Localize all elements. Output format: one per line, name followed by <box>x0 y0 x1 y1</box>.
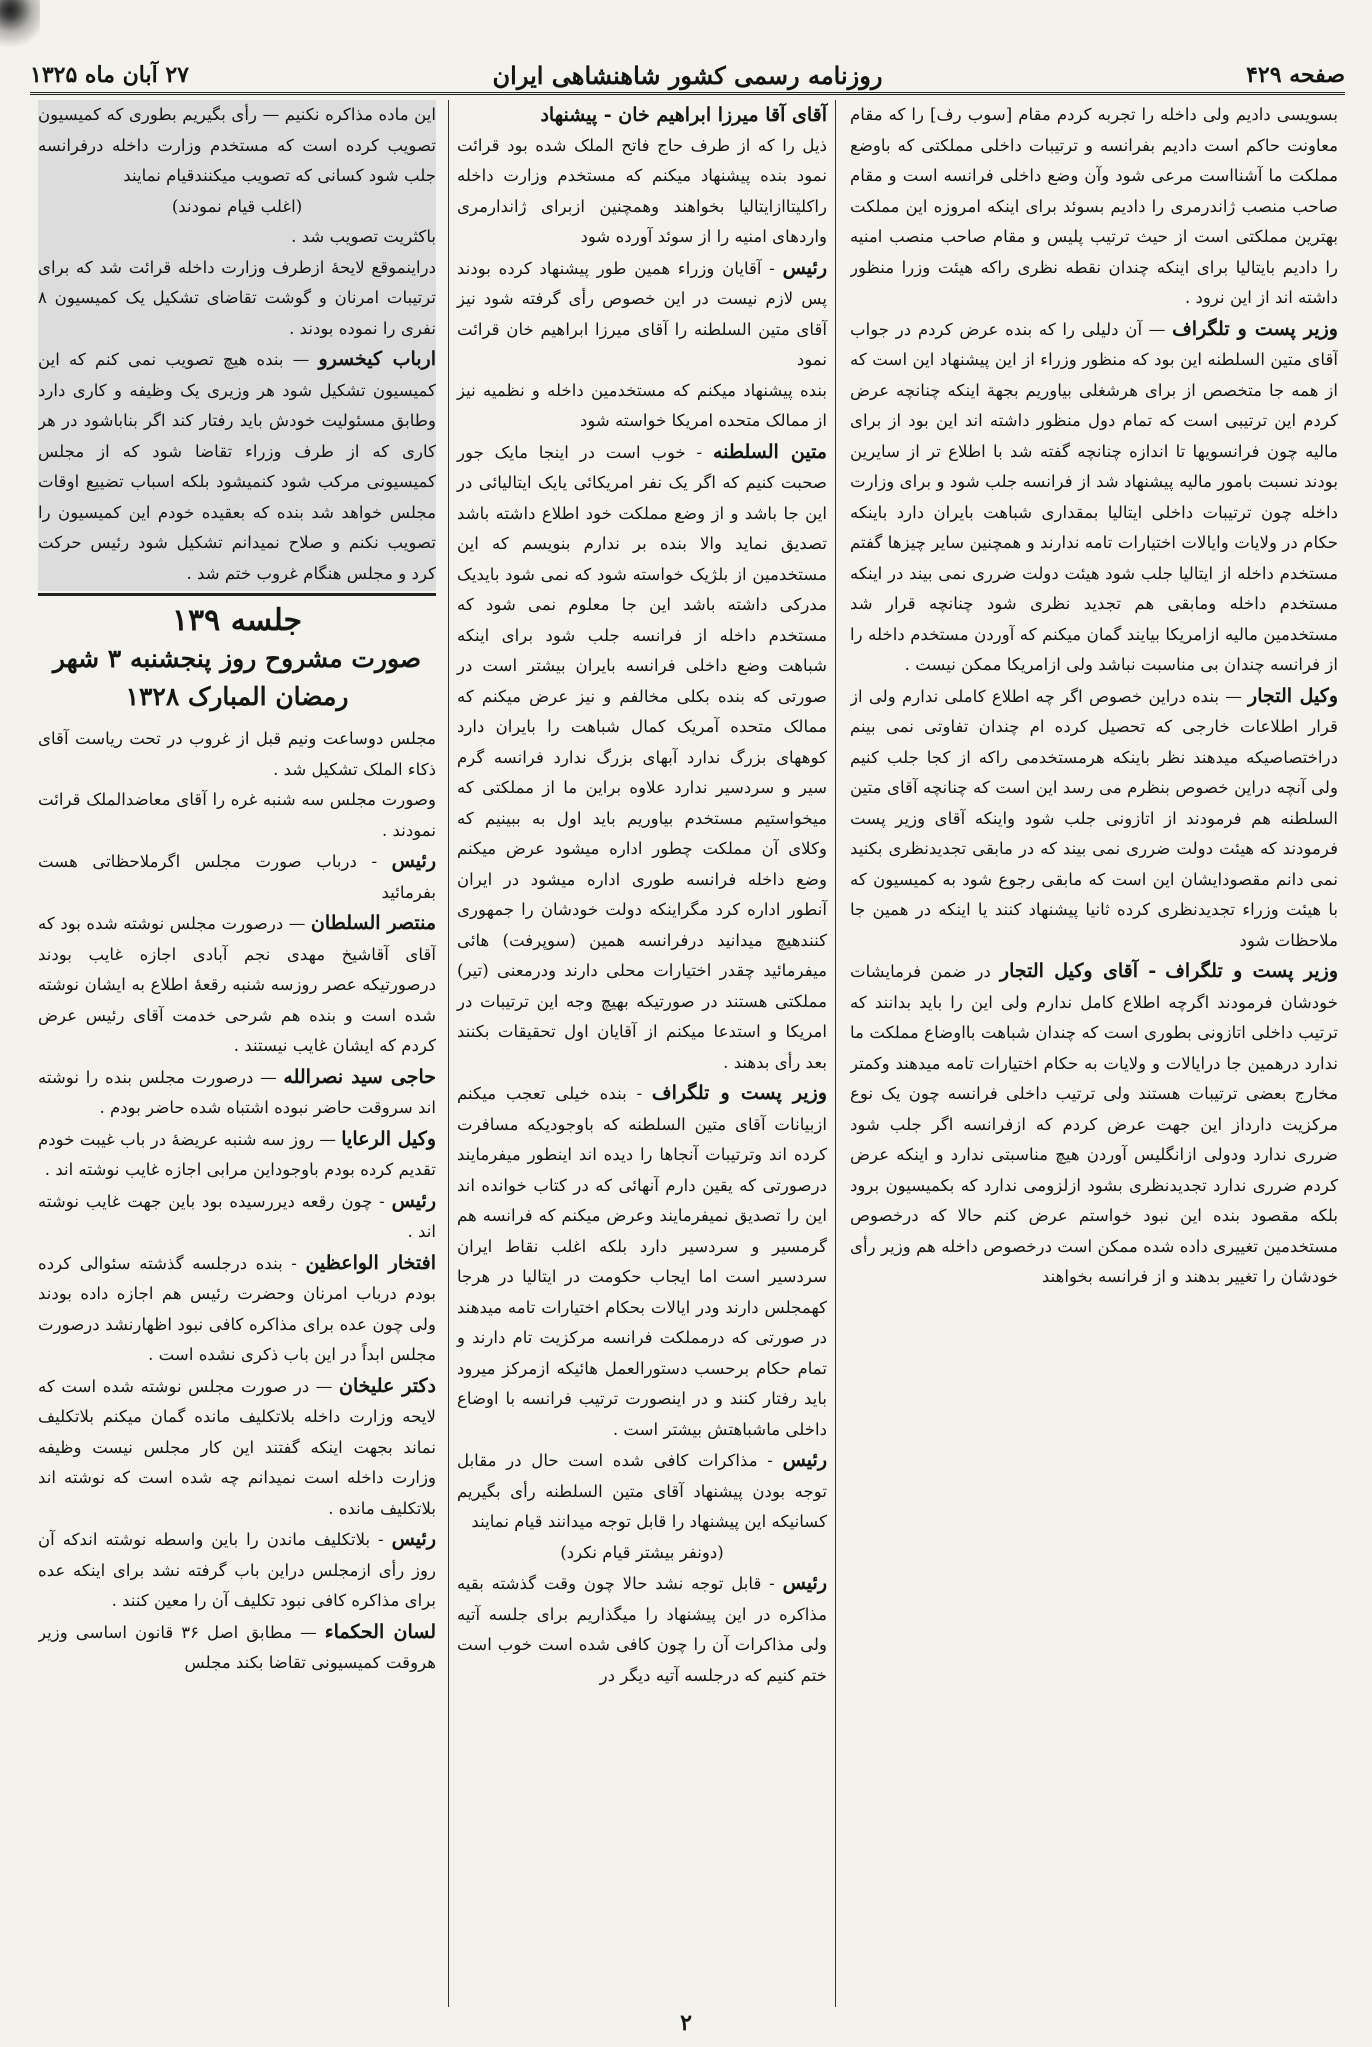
paragraph: این ماده مذاکره نکنیم — رأی بگیریم بطوری که کمیسیون تصویب کرده است که مستخدم وزارت داخله درفرانسه جلب شود کسانی که تصویب میکنندقیام نمایند <box>38 105 436 185</box>
speaker-name: رئیس <box>782 256 827 279</box>
masthead <box>30 58 1345 95</box>
speech <box>38 1186 436 1248</box>
speech-text: — درصورت مجلس بنده را نوشته اند سروقت حاضر نبوده اشتباه شده حاضر بودم . <box>38 1067 436 1117</box>
speech <box>38 1124 436 1186</box>
speech-text: - بلاتکلیف ماندن را باین واسطه نوشته اندکه آن روز رأی ازمجلس دراین باب گرفته نشد برای اینکه عده برای مذاکره کافی نبود تکلیف آن را معین کنند . <box>38 1530 436 1610</box>
speech <box>38 908 436 1062</box>
speech-text: — درصورت مجلس نوشته شده بود که آقای آقاشیخ مهدی نجم آبادی اجازه غایب بودند درصورتیکه عصر روزسه شنبه رقعهٔ اطلاع به ایشان نوشته شده است و بنده هم شرحی خدمت آقای رئیس عرض کردم که ایشان غایب نیستند . <box>38 914 436 1055</box>
speaker-name: وکیل التجار <box>1248 684 1338 707</box>
speech-text: — آن دلیلی را که بنده عرض کردم در جواب آقای متین السلطنه این بود که منظور وزراء از این پیشنهاد این است که از همه جا متخصص از برای هرشغلی بیاوریم بجهة اینکه چنانچه عرض کردم این ترتیبی است که تمام دول منظور داشته اند این بود از برای مالیه چون فرانسویها تا اندازه چنانچه گفته شد با اطلاع تر از سایرین بودند نسبت بامور مالیه پیشنهاد شد از فرانسه جلب شود و برای وزارت داخله چون ترتیبات داخلی ایتالیا بمقداری شباهت بایران دارد باینکه حکام در ولایات وایالات اختیارات تامه ندارند و همچنین سایر چیزها گفتم مستخدم داخله از ایتالیا جلب شود هیئت دولت ضرری نمی بیند در اینکه مستخدم داخله ومابقی هم تجدید نظری شود چنانچه قرار شد مستخدمین مالیه ازامریکا بیایند گمان میکنم که آوردن مستخدم داخله را از فرانسه چندان بی مناسبت نباشد ولی ازامریکا ممکن نیست . <box>850 319 1338 674</box>
speech-text: — مطابق اصل ۳۶ قانون اساسی وزیر هروقت کمیسیونی تقاضا بکند مجلس <box>38 1622 436 1672</box>
speech-text: — بنده دراین خصوص اگر چه اطلاع کاملی ندارم ولی از قرار اطلاعات خارجی که تحصیل کرده ام چندان تفاوتی نمی بینم دراختصاصیکه میدهند نظر باینکه هرمستخدمی راکه از کجا جلب کنیم ولی آنچه دراین خصوص بنظرم می رسد این است که چنانچه آقای متین السلطنه هم فرمودند از اتازونی جلب شود واینکه آقای وزیر پست فرمودند که هیئت دولت ضرری نمی بیند که در مابقی تجدیدنظری بکنید نمی دانم مقصودایشان این است که مابقی رجوع شود به کمیسیون که با هیئت وزراء تجدیدنظری کرده ثانیا پیشنهاد کنند یا اینکه در همین جا ملاحظات شود <box>850 686 1338 950</box>
speech <box>38 344 436 589</box>
speech <box>38 1248 436 1371</box>
paragraph: بنده پیشنهاد میکنم که مستخدمین داخله و نظمیه نیز از ممالک متحده امریکا خواسته شود <box>457 380 827 430</box>
vote-note: (اغلب قیام نمودند) <box>171 196 303 216</box>
speaker-name: رئیس <box>391 850 436 872</box>
shaded-block <box>38 100 436 589</box>
speaker-name: رئیس <box>782 1449 827 1471</box>
speaker-name: افتخار الواعظین <box>305 1251 436 1274</box>
paragraph: وصورت مجلس سه شنبه غره را آقای معاضدالملک قرائت نمودند . <box>38 790 436 840</box>
speech-text: - بنده خیلی تعجب میکنم ازبیانات آقای متین السلطنه که باوجودیکه مسافرت کرده اند وترتیبات آنجاها را دیده اند اینطور میفرمایند درصورتی که یقین دارم آنهائی که در کتاب خوانده اند این را تصدیق نمیفرمایند وعرض میکنم که فرانسه هم گرمسیر و سردسیر دارد بلکه اغلب نقاط ایران سردسیر است اما ایجاب حکومت در ایتالیا در هرجا کهمجلس دارند ودر ایالات بحکام اختیارات تامه میدهند در صورتی که درمملکت فرانسه مرکزیت تام دارند و تمام حکام برحسب دستورالعمل هائیکه ازمرکز میرود باید رفتار کنند و در اینصورت ترتیب فرانسه با اوضاع داخلی ماشباهتش بیشتر است . <box>457 1084 827 1439</box>
speech-text: — در صورت مجلس نوشته شده است که لایحه وزارت داخله بلاتکلیف مانده گمان میکنم بلاتکلیف نماند بجهت اینکه گفتند این کار مجلس نیست وظیفه وزارت داخله است نمیدانم چه شده است که نوشته اند بلاتکلیف مانده . <box>38 1376 436 1518</box>
speech <box>850 314 1338 681</box>
speech <box>457 1445 827 1538</box>
session-number: جلسه ۱۳۹ <box>171 603 303 638</box>
speaker-name: رئیس <box>782 1572 827 1594</box>
speech <box>850 956 1338 1293</box>
paragraph: ذیل را که از طرف حاج فاتح الملک شده بود قرائت نمود بنده پیشنهاد میکنم که مستخدم وزارت داخله راکلیتاازایتالیا بخواهند وهمچنین ازبرای ژاندارمری واردهای امنیه را از سوئد آورده شود <box>457 135 827 246</box>
speech-text: - چون رقعه دیررسیده بود باین جهت غایب نوشته اند . <box>38 1191 436 1241</box>
speech <box>850 681 1338 957</box>
speaker-name: وزیر پست و تلگراف <box>1165 960 1338 982</box>
speech-text: - خوب است در اینجا مایک جور صحبت کنیم که اگر یک نفر امریکائی یایک ایتالیائی در این جا باشد و از وضع مملکت خود اطلاع داشته باشد تصدیق نماید والا بنده بر ندارم بنویسم که این مستخدمین از بلژیک خواسته شود که نمی شود بایدیک مدرکی داشته باشد این جا معلوم نمی شود که مستخدم داخله از فرانسه جلب شود برای اینکه شباهت وضع داخلی فرانسه بایران بیشتر است در صورتی که بنده بکلی مخالفم و نیز عرض میکنم که ممالک متحده آمریک کمال شباهت را بایران دارد کوههای بزرگ ندارد آبهای بزرگ ندارد فرانسه گرم سیر و سردسیر ندارد علاوه براین ما از مملکتی که میخواستیم مستخدم بیاوریم باید اول به ببینیم که وکلای آن مملکت چطور اداره میشود عرض میکنم وضع داخله فرانسه طوری اداره میشود در ایران آنطور اداره کرد مگراینکه دولت خودشان را جمهوری کنندهیچ میدانید درفرانسه همین (سوپرفت) هائی میفرمائید چقدر اختیارات محلی دارند ودرمعنی (تیر) مملکتی هستند در صورتیکه بهیچ وجه این ترتیبات در امریکا و استدعا میکنم از آقایان اول تحقیقات بکنند بعد رأی بدهند . <box>457 442 827 1072</box>
newspaper-title: روزنامه رسمی کشور شاهنشاهی ایران <box>492 60 883 90</box>
page-label: صفحه ۴۲۹ <box>1246 62 1345 88</box>
vote-note: (دونفر بیشتر قیام نکرد) <box>560 1542 724 1562</box>
column-middle <box>448 100 836 2007</box>
speech <box>38 1371 436 1525</box>
speech <box>38 1062 436 1124</box>
speech <box>457 1078 827 1445</box>
paragraph: دراینموقع لایحهٔ ازطرف وزارت داخله قرائت شد که برای ترتیبات امرنان و گوشت تقاضای تشکیل یک کمیسیون ۸ نفری را نموده بودند . <box>38 257 436 338</box>
ink-smudge <box>0 0 40 55</box>
speaker-name: وزیر پست و تلگراف <box>651 1082 827 1104</box>
speech-text: - قابل توجه نشد حالا چون وقت گذشته بقیه مذاکره در این پیشنهاد را میگذاریم برای جلسه آتیه ولی مذاکرات آن را چون کافی شده است خوب است ختم کنیم که درجلسه آتیه دیگر در <box>457 1574 827 1685</box>
speech <box>457 437 827 1079</box>
speech <box>38 1617 436 1679</box>
speaker-name: ارباب کیخسرو <box>318 348 436 370</box>
speech <box>457 253 827 376</box>
speaker-name: وزیر پست و تلگراف <box>1172 317 1338 340</box>
speaker-name: لسان الحکماء <box>324 1620 436 1643</box>
speaker-name: رئیس <box>391 1189 436 1212</box>
speech-text: - مذاکرات کافی شده است حال در مقابل توجه بودن پیشنهاد آقای متین السلطنه رأی بگیریم کسانیکه این پیشنهاد را قابل توجه میدانند قیام نمایند <box>457 1451 827 1531</box>
column-right <box>850 100 1338 2007</box>
speech-text: — روز سه شنبه عریضهٔ در باب غیبت خودم تقدیم کرده بودم باوجوداین مرابی اجازه غایب نوشته اند . <box>38 1129 436 1179</box>
speaker-name: رئیس <box>391 1528 436 1550</box>
speech-text: - درباب صورت مجلس اگرملاحظاتی هست بفرمائید <box>38 852 436 902</box>
speech-text: در ضمن فرمایشات خودشان فرمودند اگرچه اطلاع کامل ندارم ولی این را باید بدانند که ترتیب داخلی اتازونی بطوری است که چندان شباهت بااوضاع مملکت ما ندارد درهمین جا درایالات و ولایات به حکام اختیارات تامه میدهند وکمتر مخارج بعضی ترتیبات هستند ولی ترتیب داخلی فرانسه چون یک نوع مرکزیت دارداز این جهت عرض کردم که ازفرانسه اگر جلب شود ضرری ندارد ودولی ازانگلیس آوردن هیچ مناسبتی ندارد و اینکه عرض کردم ضرری ندارد تجدیدنظری بشود ازلزومی ندارد که بکمیسیون برود بلکه مقصود بنده این نبود خواستم عرض کنم حالا که درخصوص مستخدمین تغییری داده شده ممکن است درخصوص داخله هم وزیر رأی خودشان را تغییر بدهند و از فرانسه بخواهند <box>850 962 1338 1286</box>
speech <box>457 1568 827 1691</box>
speech-text: - بنده درجلسه گذشته سئوالی کرده بودم درباب امرنان وحضرت رئیس هم اجازه داده بودند ولی چون عده برای مذاکره کافی نبود اظهارنشد درصورت مجلس ابداً در این باب ذکری نشده است . <box>38 1253 436 1364</box>
speaker-name: متین السلطنه <box>712 440 827 463</box>
section-divider <box>38 593 436 596</box>
speaker-name: دکتر علیخان <box>338 1374 436 1397</box>
speaker-name-addressed: - آقای وکیل التجار <box>999 960 1157 982</box>
speech-text: - آقایان وزراء همین طور پیشنهاد کرده بودند پس لازم نیست در این خصوص رأی گرفته شود نیز آقای متین السلطنه را آقای میرزا ابراهیم خان قرائت نمود <box>457 258 827 369</box>
page-number: ۲ <box>680 2010 692 2036</box>
speech <box>38 1524 436 1617</box>
session-title: صورت مشروح روز پنجشنبه ۳ شهر رمضان المبارک ۱۳۲۸ <box>52 644 422 711</box>
paragraph: بسویسی دادیم ولی داخله را تجربه کردم مقام [سوب رف] را که مقام معاونت حاکم است دادیم بفرانسه و ترتیبات داخلی مملکتی که باوضع مملکت ما آشنااست مرعی شود وآن وضع داخلی فرانسه است و مقام صاحب منصب ژاندرمری را دادیم بسوئد برای اینکه امروزه این مملکت بهترین مملکتی است از حیث ترتیب پلیس و مقام صاحب منصب امنیه را دادیم بایتالیا برای اینکه چندان نقطه نظری راکه هیئت وزرا منظور داشته اند از این نرود . <box>850 105 1338 307</box>
issue-date: ۲۷ آبان ماه ۱۳۲۵ <box>30 62 189 88</box>
speaker-name: حاجی سید نصرالله <box>283 1065 436 1088</box>
speech-text: — بنده هیچ تصویب نمی کنم که این کمیسیون تشکیل شود هر وزیری یک وظیفه و کاری دارد وطابق مسئولیت خودش باید رفتار کند اگر بناباشود در هر کاری که از طرف وزراء تقاضا شود که از مجلس کمیسیونی مرکب شود کنمیشود بلکه اسباب تضییع اوقات مجلس خواهد شد بنده که بعقیده خودم این کمیسیون را تصویب نکنم و صلاح نمیدانم تشکیل شود رئیس حرکت کرد و مجلس هنگام غروب ختم شد . <box>38 350 436 583</box>
session-heading <box>38 602 436 716</box>
speaker-heading: آقای آقا میرزا ابراهیم خان - پیشنهاد <box>540 104 827 126</box>
paragraph: باکثریت تصویب شد . <box>291 227 436 246</box>
column-left <box>38 100 436 2007</box>
speaker-name: منتصر السلطان <box>310 912 436 934</box>
paragraph: مجلس دوساعت ونیم قبل از غروب در تحت ریاست آقای ذکاء الملک تشکیل شد . <box>38 729 436 779</box>
speaker-name: وکیل الرعایا <box>341 1127 436 1150</box>
speech <box>38 846 436 908</box>
